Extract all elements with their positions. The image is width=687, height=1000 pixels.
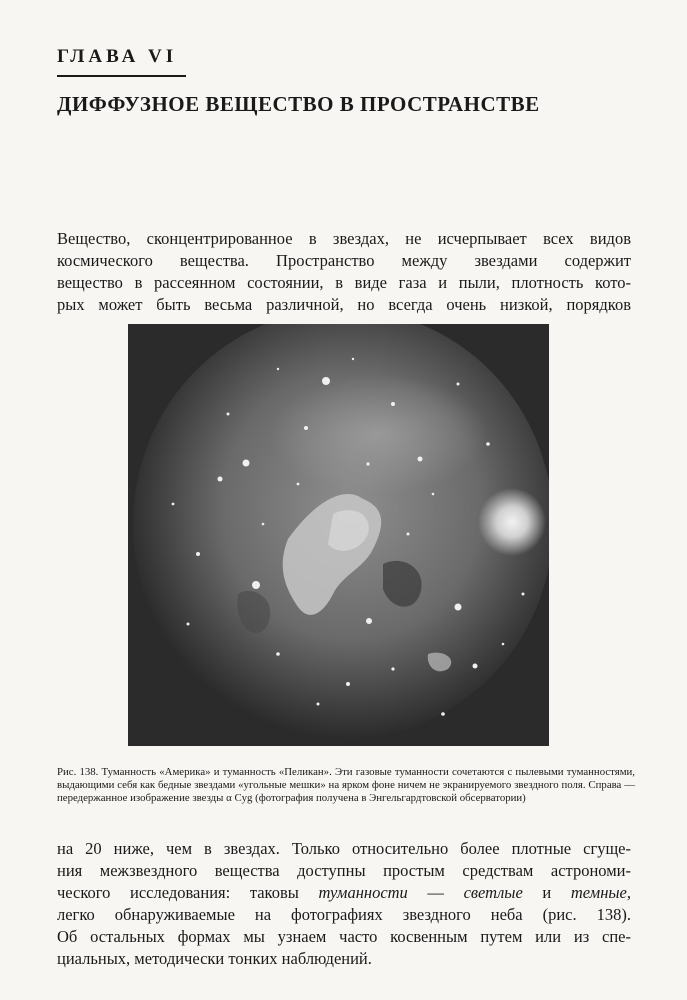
text-fragment: ческого исследования: таковы	[57, 883, 319, 902]
emphasis-dark: темные	[570, 883, 627, 902]
nebula-photograph	[128, 324, 549, 746]
emphasis-nebulae: туманности	[318, 883, 408, 902]
figure-caption	[57, 766, 635, 805]
emphasis-bright: светлые	[463, 883, 523, 902]
chapter-heading: ГЛАВА VI	[57, 46, 178, 67]
text-line-with-emphasis	[57, 882, 631, 904]
text-line: Об остальных формах мы узнаем часто косвенным путем или из спе-	[57, 927, 631, 946]
text-line: Вещество, сконцентрированное в звездах, не исчерпывает всех видов	[57, 229, 631, 248]
paragraph-intro	[57, 228, 631, 316]
chapter-title: ДИФФУЗНОЕ ВЕЩЕСТВО В ПРОСТРАНСТВЕ	[57, 92, 540, 116]
text-line: легко обнаруживаемые на фотографиях звездного неба (рис. 138).	[57, 905, 631, 924]
text-fragment: и	[522, 883, 571, 902]
text-fragment: —	[407, 883, 464, 902]
text-fragment: ,	[626, 883, 632, 902]
caption-text: Туманность «Америка» и туманность «Пеликан». Эти газовые туманности сочетаются с пылевыми туманностями, выдающими себя как бедные звездами «угольные мешки» на ярком фоне ничем не экранируемого звездного поля. Справа — передержанное изображение звезды α Cyg (фотография получена в Энгельгардтовской обсерватории)	[57, 766, 636, 804]
text-line: на 20 ниже, чем в звездах. Только относительно более плотные сгуще-	[57, 839, 631, 858]
text-line: ния межзвездного вещества доступны простым средствам астрономи-	[57, 861, 631, 880]
caption-label: Рис. 138.	[57, 766, 99, 778]
text-line: рых может быть весьма различной, но всегда очень низкой, порядков	[57, 295, 631, 314]
text-line: вещество в рассеянном состоянии, в виде газа и пыли, плотность кото-	[57, 273, 631, 292]
text-line: циальных, методически тонких наблюдений.	[57, 949, 372, 968]
text-line: космического вещества. Пространство между звездами содержит	[57, 251, 631, 270]
paragraph-continued	[57, 838, 631, 970]
chapter-rule	[57, 75, 186, 77]
